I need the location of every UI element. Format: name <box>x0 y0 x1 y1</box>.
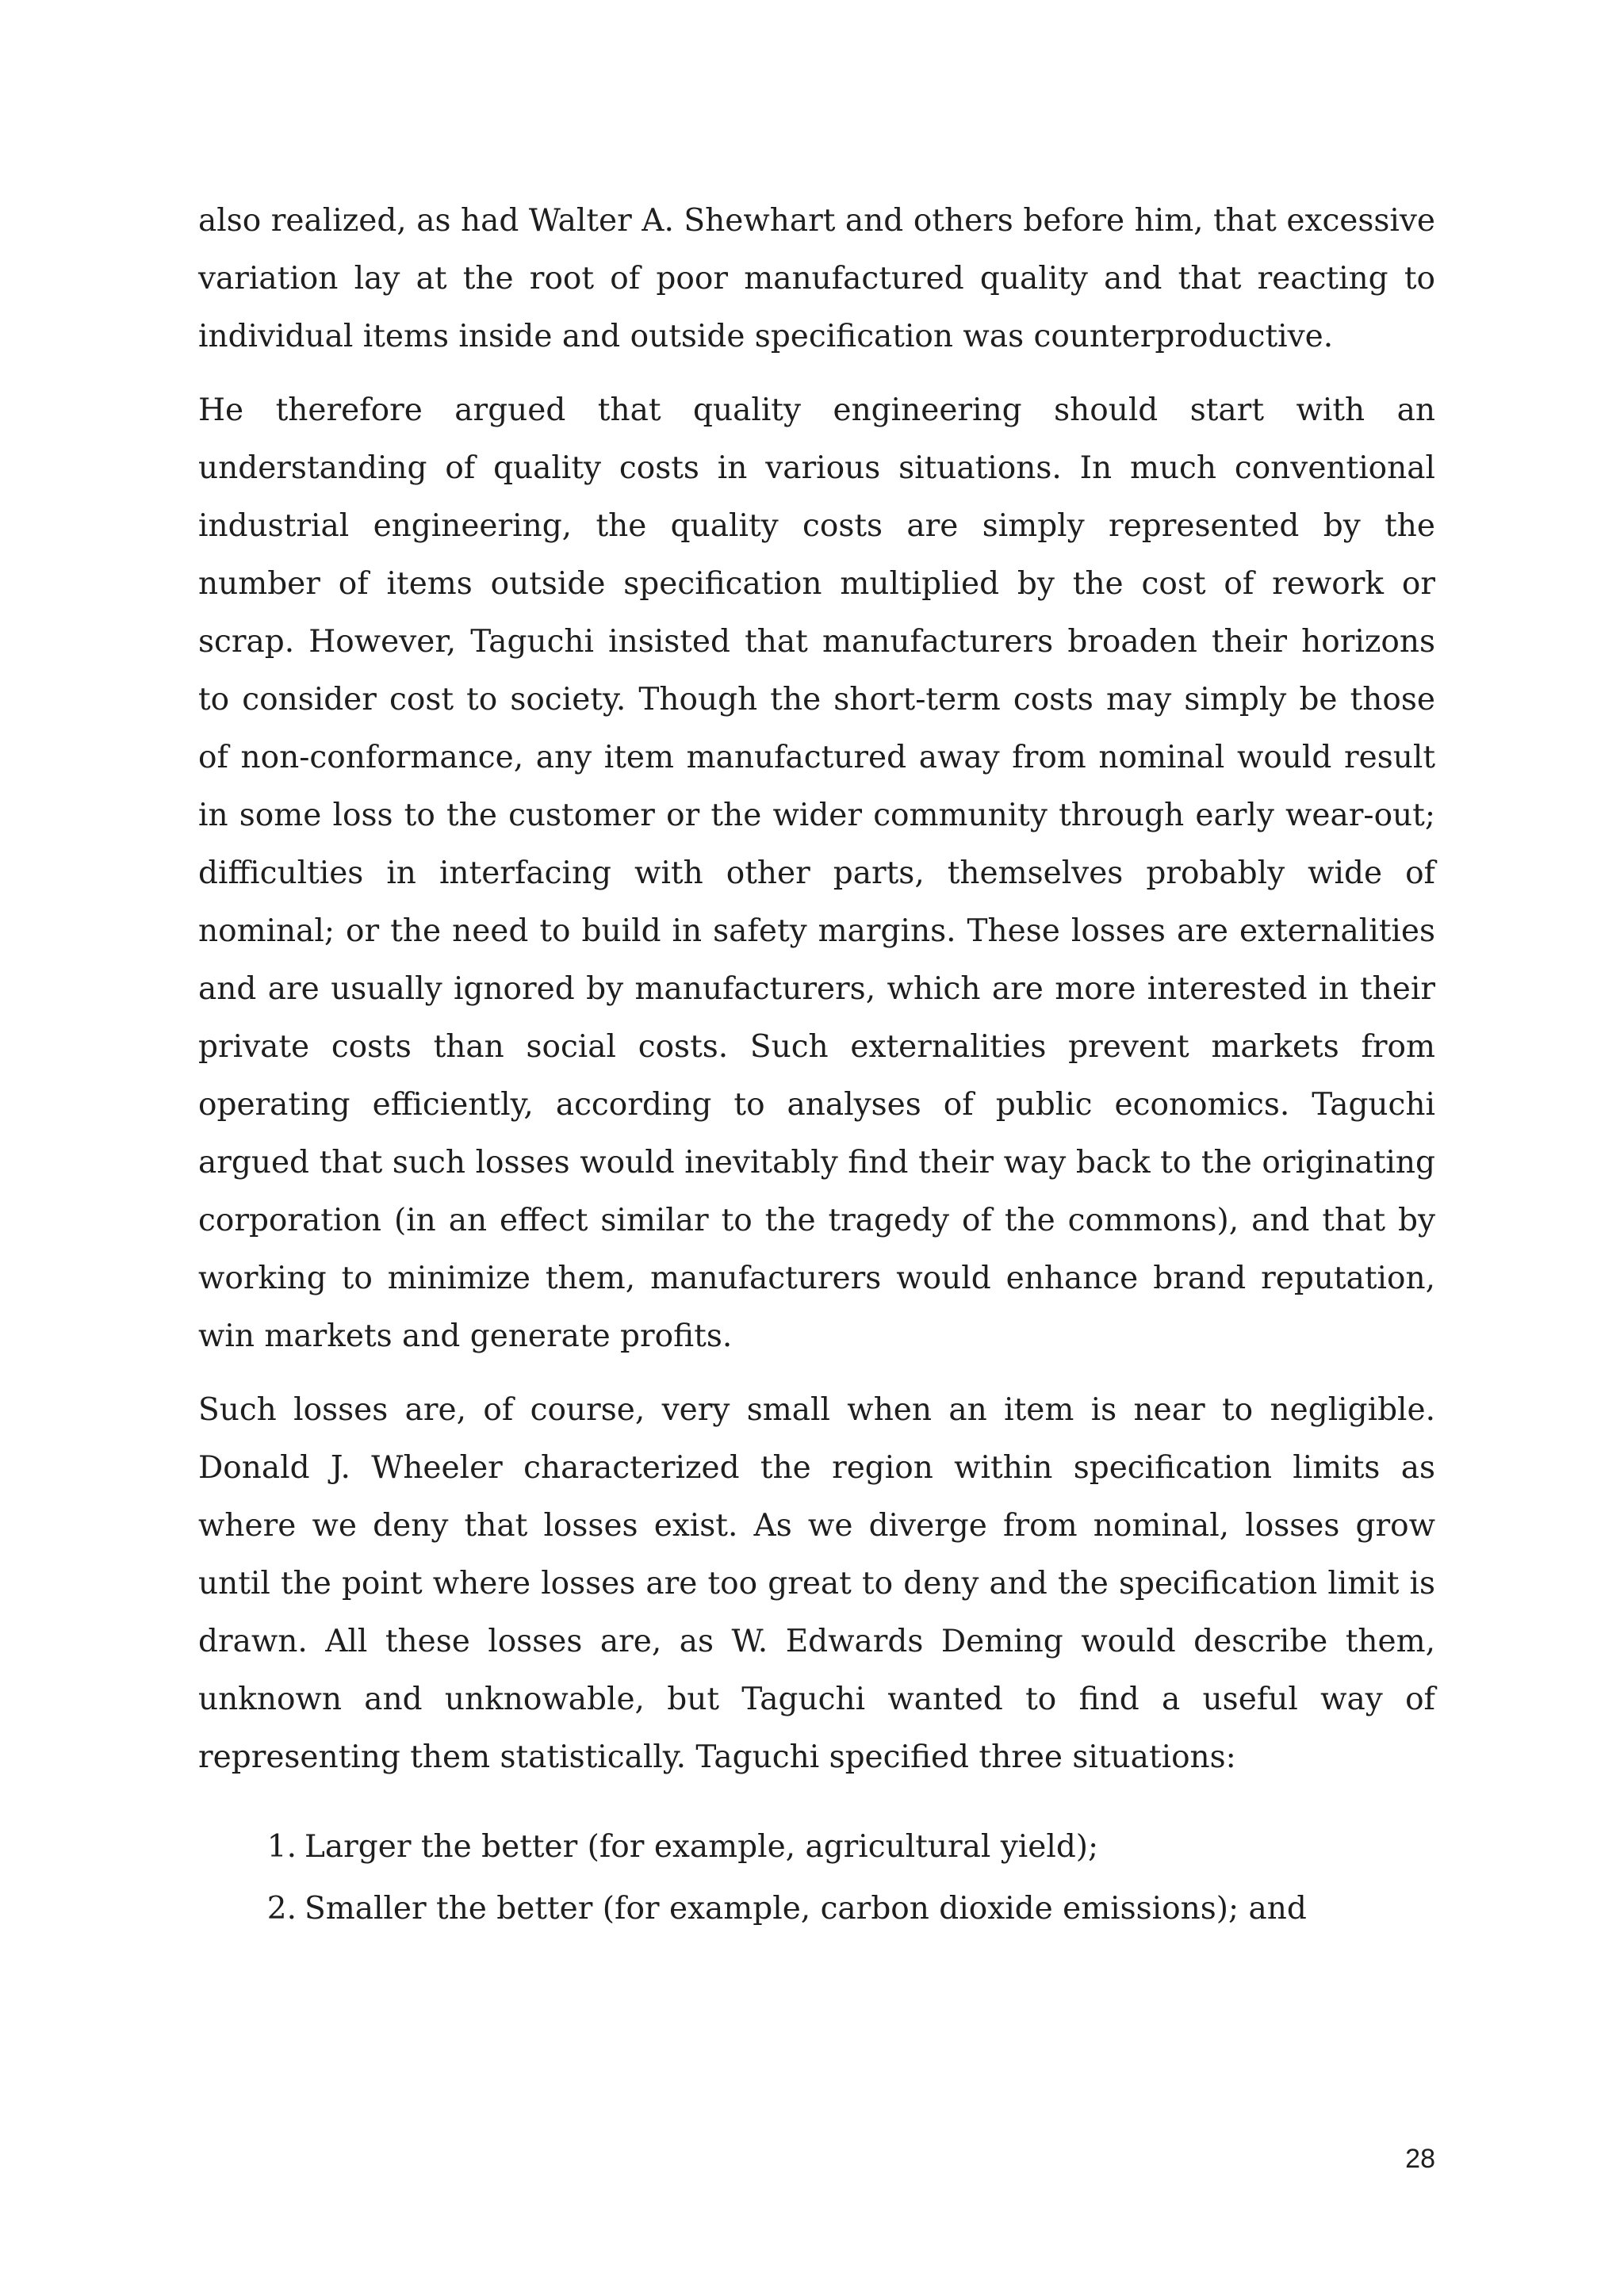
situations-list <box>198 1816 1435 1940</box>
list-item-number: 1. <box>266 1829 297 1865</box>
list-item <box>198 1878 1435 1940</box>
list-item-text: Smaller the better (for example, carbon dioxide emissions); and <box>304 1891 1307 1927</box>
list-item <box>198 1816 1435 1878</box>
paragraph-quality-costs: He therefore argued that quality engineering should start with an understanding of quality costs in various situations. In much conventional industrial engineering, the quality costs are simply represented by the number of items outside specification multiplied by the cost of rework or scrap. However, Taguchi insisted that manufacturers broaden their horizons to consider cost to society. Though the short-term costs may simply be those of non-conformance, any item manufactured away from nominal would result in some loss to the customer or the wider community through early wear-out; difficulties in interfacing with other parts, themselves probably wide of nominal; or the need to build in safety margins. These losses are externalities and are usually ignored by manufacturers, which are more interested in their private costs than social costs. Such externalities prevent markets from operating efficiently, according to analyses of public economics. Taguchi argued that such losses would inevitably find their way back to the originating corporation (in an effect similar to the tragedy of the commons), and that by working to minimize them, manufacturers would enhance brand reputation, win markets and generate profits. <box>198 392 1435 1354</box>
paragraph-losses: Such losses are, of course, very small when an item is near to negligible. Donald J. Wheeler characterized the region within specification limits as where we deny that losses exist. As we diverge from nominal, losses grow until the point where losses are too great to deny and the specification limit is drawn. All these losses are, as W. Edwards Deming would describe them, unknown and unknowable, but Taguchi wanted to find a useful way of representing them statistically. Taguchi specified three situations: <box>198 1392 1435 1775</box>
list-item-number: 2. <box>266 1891 297 1927</box>
paragraph-shewhart: also realized, as had Walter A. Shewhart and others before him, that excessive variation lay at the root of poor manufactured quality and that reacting to individual items inside and outside specification was counterproductive. <box>198 203 1435 354</box>
document-body <box>198 192 1435 1940</box>
list-item-text: Larger the better (for example, agricultural yield); <box>304 1829 1099 1865</box>
page-number: 28 <box>1405 2144 1435 2174</box>
